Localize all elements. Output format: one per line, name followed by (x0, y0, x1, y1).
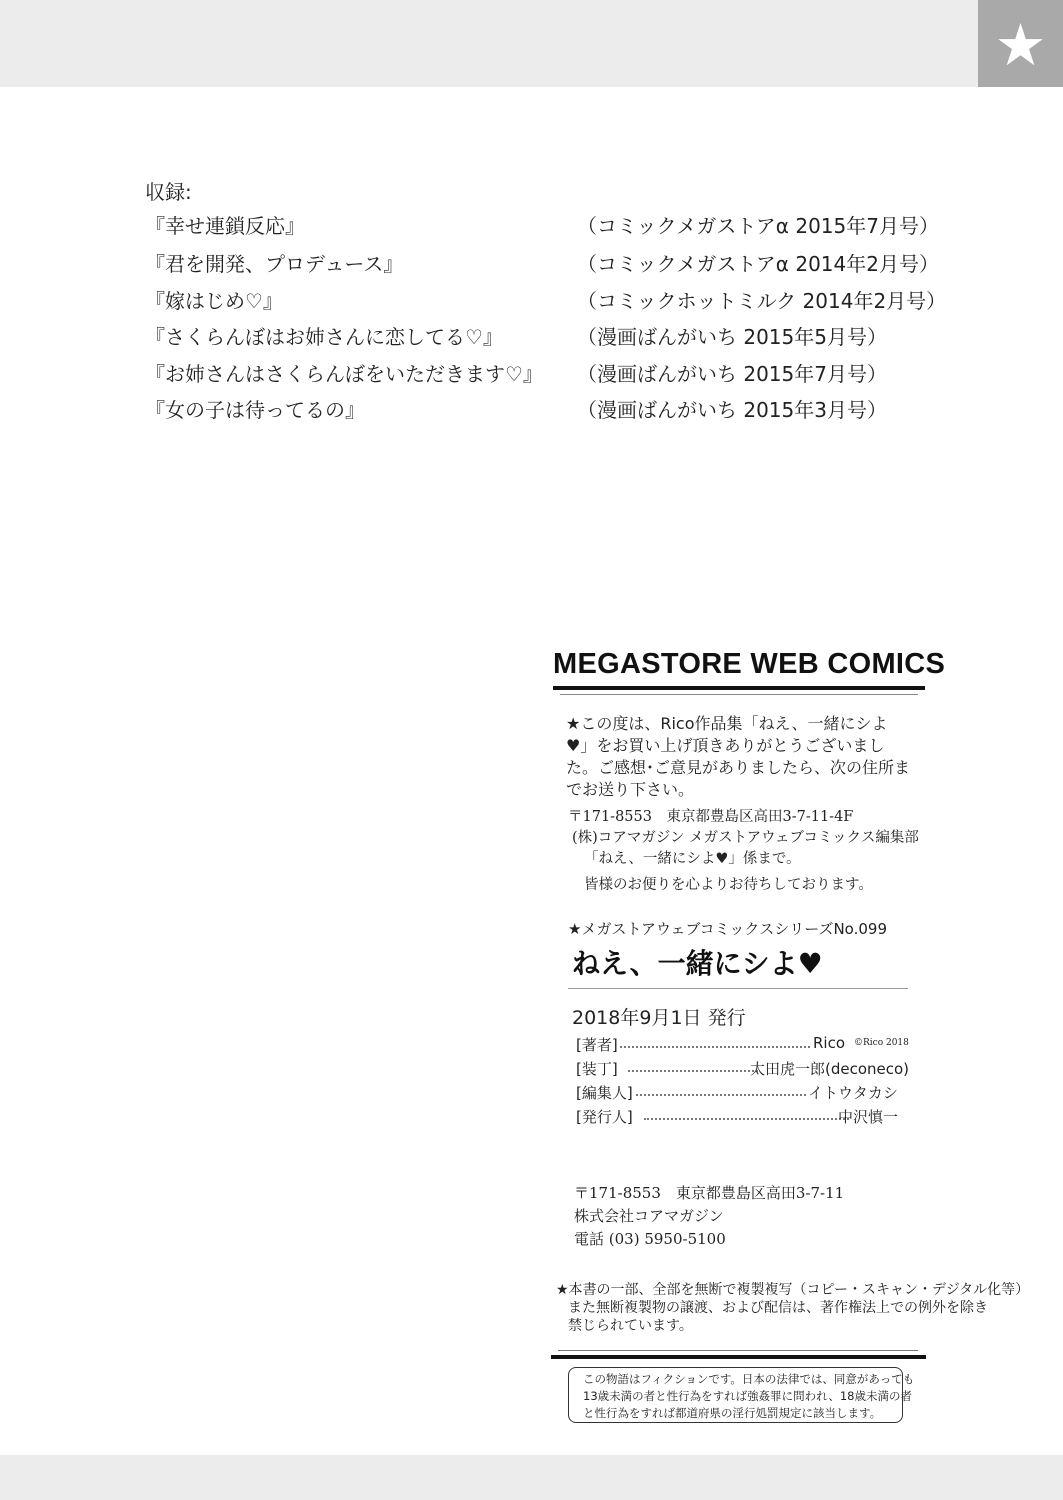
copyright-line: また無断複製物の譲渡、および配信は、著作権法上での例外を除き (568, 1300, 988, 1316)
notice-line: と性行為をすれば都道府県の淫行処罰規定に該当します。 (583, 1406, 882, 1420)
recorded-source: （漫画ばんがいち 2015年7月号） (577, 362, 887, 386)
dot-leader (636, 1094, 806, 1096)
publisher-line: 株式会社コアマガジン (574, 1207, 724, 1225)
divider (560, 694, 918, 695)
thanks-line: ★この度は、Rico作品集「ねえ、一緒にシよ (566, 714, 888, 733)
credit-role: [著者] (576, 1036, 618, 1054)
credit-name: 中沢慎一 (838, 1108, 899, 1126)
recorded-title: 『幸せ連鎖反応』 (145, 214, 305, 238)
thanks-line: た。ご感想･ご意見がありましたら、次の住所ま (566, 758, 911, 777)
recorded-label: 収録: (145, 180, 192, 204)
recorded-source: （コミックメガストアα 2014年2月号） (577, 252, 939, 276)
series-number: ★メガストアウェブコミックスシリーズNo.099 (568, 920, 887, 938)
credit-role: [装丁] (576, 1060, 618, 1078)
thanks-line: でお送り下さい。 (566, 780, 695, 799)
address-line: (株)コアマガジン メガストアウェブコミックス編集部 (572, 830, 919, 846)
address-line: 〒171-8553 東京都豊島区高田3-7-11-4F (568, 809, 854, 825)
copyright-line: 禁じられています。 (568, 1318, 693, 1334)
dot-leader (628, 1070, 758, 1072)
credit-name: 太田虎一郎(deconeco) (750, 1060, 910, 1078)
recorded-source: （コミックメガストアα 2015年7月号） (577, 214, 939, 238)
dot-leader (644, 1118, 849, 1120)
publisher-line: 電話 (03) 5950-5100 (574, 1230, 726, 1248)
recorded-source: （コミックホットミルク 2014年2月号） (577, 289, 947, 313)
dot-leader (620, 1046, 810, 1048)
divider (568, 988, 908, 989)
recorded-title: 『君を開発、プロデュース』 (145, 252, 404, 276)
book-title: ねえ、一緒にシよ♥ (572, 947, 823, 980)
notice-line: この物語はフィクションです。日本の法律では、同意があっても (583, 1372, 915, 1386)
credit-role: [発行人] (576, 1108, 633, 1126)
top-bar (0, 0, 1063, 87)
recorded-title: 『嫁はじめ♡』 (145, 289, 283, 313)
notice-line: 13歳未満の者と性行為をすれば強姦罪に問われ、18歳未満の者 (583, 1389, 912, 1403)
fiction-notice-box (568, 1367, 915, 1423)
publisher-line: 〒171-8553 東京都豊島区高田3-7-11 (574, 1184, 845, 1202)
divider (558, 1350, 918, 1351)
star-icon: ★ (978, 0, 1063, 87)
credit-name: イトウタカシ (808, 1084, 898, 1102)
bottom-bar (0, 1455, 1063, 1500)
address-line: 皆様のお便りを心よりお待ちしております。 (584, 877, 873, 893)
recorded-title: 『お姉さんはさくらんぼをいただきます♡』 (145, 362, 543, 386)
divider (551, 1355, 926, 1359)
recorded-source: （漫画ばんがいち 2015年5月号） (577, 325, 887, 349)
divider (553, 686, 925, 690)
recorded-source: （漫画ばんがいち 2015年3月号） (577, 398, 887, 422)
brand-title: MEGASTORE WEB COMICS (553, 648, 946, 680)
copyright-line: ★本書の一部、全部を無断で複製複写（コピー・スキャン・デジタル化等） (556, 1282, 1030, 1298)
publish-date: 2018年9月1日 発行 (572, 1007, 746, 1029)
credit-role: [編集人] (576, 1084, 633, 1102)
thanks-line: ♥」をお買い上げ頂きありがとうございまし (566, 736, 885, 755)
credit-name: Rico (813, 1034, 846, 1052)
recorded-title: 『女の子は待ってるの』 (145, 398, 365, 422)
credit-note: ©Rico 2018 (854, 1038, 909, 1048)
recorded-title: 『さくらんぼはお姉さんに恋してる♡』 (145, 325, 503, 349)
address-line: 「ねえ、一緒にシよ♥」係まで。 (584, 851, 801, 867)
